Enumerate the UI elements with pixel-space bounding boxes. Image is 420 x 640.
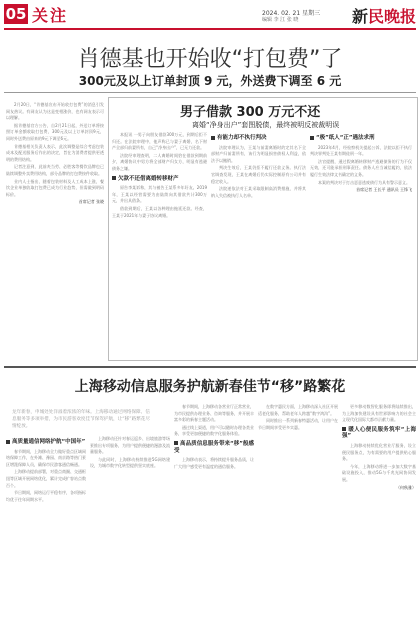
paragraph: 上海移动表示，将持续提升服务品质，让广大用户感受更有温度的通信服务。 xyxy=(174,457,254,469)
second-story-lead xyxy=(12,404,152,436)
heading-text: “极”纸人“正”遇法求刑 xyxy=(316,135,375,141)
section-title: 关注 xyxy=(32,6,69,25)
square-bullet-icon xyxy=(342,427,346,431)
paragraph: 在数字惠民方面，上海移动深入社区开展适老化服务，帮助老年人跨越“数字鸿沟”。 xyxy=(258,404,338,416)
editor-credit: 编辑 李 江 张 晓 xyxy=(262,17,299,23)
paragraph: 业内人士指出，随着包装材料及人工成本上涨，餐饮企业单独收取打包费已成为行业趋势，但需做到明码标价。 xyxy=(6,178,104,197)
heading-text: 高质量通信网络护航“中国年” xyxy=(12,439,86,445)
second-story-column-1 xyxy=(6,436,86,632)
square-bullet-icon xyxy=(174,441,178,445)
paragraph: 上海移动还针对春运返乡、出境旅游等场景推出专项服务，为用户提供便捷的漫游及流量服务。 xyxy=(90,436,170,455)
feature-headline: 男子借款 300 万元不还 xyxy=(180,105,321,120)
paragraph: 春节期间，上海移动各营业厅正常营业，为市民提供办理业务、咨询等服务，并开展丰富多彩的新春主题活动。 xyxy=(174,404,254,423)
second-story-column-5 xyxy=(342,404,416,632)
feature-byline: 首席记者 王长平 通讯员 王锋飞 xyxy=(356,187,412,193)
second-section-heading xyxy=(6,439,86,446)
masthead-rule xyxy=(4,28,416,30)
subhead-rule xyxy=(4,92,416,93)
second-story-column-4 xyxy=(258,404,338,632)
paragraph: 今年，上海移动将进一步加大数字基础设施投入，推动5G与千兆光网协同发展。 xyxy=(342,463,416,482)
paragraph: 春节期间，上海移动全力做好重点区域网络保障工作，在外滩、豫园、南京路等热门景区增派保障人员，确保市民游客通信畅通。 xyxy=(6,448,86,467)
paragraph: 与此同时，上海移动持续推进5G网络建设，为城市数字化转型提供坚实底座。 xyxy=(90,456,170,469)
paragraph: 借款到期后，王某以各种理由拖延还款。经查，王某于2021年与妻子协议离婚。 xyxy=(112,205,207,218)
issue-date-value: 2024. 02. 21 xyxy=(262,10,301,17)
paragraph: 本案的判决对于打击恶意逃废债行为具有警示意义。 xyxy=(318,179,410,185)
feature-column-1 xyxy=(112,132,207,356)
top-story-subhead: 300元及以上订单封顶 9 元，外送费下调至 6 元 xyxy=(78,74,342,88)
second-story-byline: （何秋雅） xyxy=(396,484,416,490)
newspaper-logo xyxy=(352,4,416,27)
paragraph: 节日期间，网络运行平稳有序，各项指标均优于往年同期水平。 xyxy=(6,490,86,502)
second-story-column-2 xyxy=(90,436,170,632)
paragraph: 法院经审理查明，二人离婚时间恰在借款到期前夕，离婚协议中男方将全部财产归女方，明显有逃避债务之嫌。 xyxy=(112,152,207,171)
second-section-heading xyxy=(174,441,254,454)
paragraph: 据肯德基官方公告，自2月21日起，外送订单将按照订单金额收取打包费，300元及以上订单封顶9元，同时外送费由原来的9元下调至6元。 xyxy=(6,122,104,141)
logo-main: 民晚报 xyxy=(368,7,417,26)
section-divider xyxy=(4,366,416,368)
paragraph: 法院遂依法对王某采取限制高消费措施，并将其纳入失信被执行人名单。 xyxy=(211,186,306,198)
paragraph: 上海移动提前部署，对重点商圈、交通枢纽等区域开展网络优化，累计完成扩容站点数百个。 xyxy=(6,469,86,488)
paragraph: 判决生效后，王某仍拒不履行还款义务。执行法官调查发现，王某在离婚后仍实际控制原有公司并有稳定收入。 xyxy=(211,165,306,184)
paragraph: 肯德基相关负责人表示，此次调整是综合考虑包装成本及配送服务后作出的决定，旨在为消费者提供更透明的费用结构。 xyxy=(6,143,104,162)
square-bullet-icon xyxy=(310,136,314,140)
square-bullet-icon xyxy=(112,176,116,180)
paragraph: 2月20日，“肯德基宣布开始收打包费”的消息引发网友热议。有网友认为这是变相涨价，也有网友表示可以理解。 xyxy=(6,102,104,121)
heading-text: 有能力却不执行判决 xyxy=(217,135,267,141)
paragraph: 上海移动持续优化营业厅服务，设立便民服务点，为有需要的用户提供贴心服务。 xyxy=(342,442,416,462)
feature-section-heading xyxy=(211,135,306,142)
paragraph: 通过线上渠道，用户可以随时办理各类业务，享受更加便捷的数字化服务体验。 xyxy=(174,424,254,437)
top-story-body xyxy=(6,102,104,352)
paragraph: 法院审理认为，王某与前妻离婚时约定其名下全部财产归前妻所有，该行为明显损害债权人利益，依法予以撤销。 xyxy=(211,144,306,163)
feature-column-3 xyxy=(310,132,412,356)
top-story-byline: 首席记者 张晓 xyxy=(78,199,104,205)
top-story-headline: 肖德基也开始收“打包费”了 xyxy=(77,47,343,72)
feature-section-heading xyxy=(112,176,207,183)
logo-prefix: 新 xyxy=(352,7,369,26)
paragraph: 2023年4月，经检察机关提起公诉，法院以拒不执行判决罪判处王某有期徒刑一年。 xyxy=(310,144,412,157)
square-bullet-icon xyxy=(211,136,215,140)
feature-subhead: 离婚“净身出户”套图脱债，最终被明反被裁明误 xyxy=(192,121,340,129)
paragraph: 更多移动数智化服务即将陆续推出，为上海加快建设具有世界影响力的社会主义现代化国际大都市贡献力量。 xyxy=(342,404,416,423)
second-story-column-3 xyxy=(174,404,254,632)
heading-text: 欠款不还借离婚转移财产 xyxy=(118,175,179,182)
feature-column-2 xyxy=(211,132,306,356)
paragraph: 记者注意到，此前麦当劳、必胜客等餐饮品牌也已陆续调整外卖费用结构，部分品牌的打包费按件收取。 xyxy=(6,164,104,176)
paragraph: 同时推出一系列新春特惠活动，让用户在节日期间享受更多实惠。 xyxy=(258,418,338,430)
second-section-heading xyxy=(342,427,416,440)
feature-section-heading xyxy=(310,135,412,142)
paragraph: 本报讯 一男子向朋友借款300万元，到期后拒不归还。在法院审理中，他声称已与妻子离婚，名下财产全部归前妻所有，自己“净身出户”，已无力还款。 xyxy=(112,132,207,151)
paragraph: 原告李某诉称，其与被告王某系多年好友。2019年，王某以经营需要为由陆续向其借款共计300万元，并出具借条。 xyxy=(112,185,207,204)
heading-text: 暖人心便民服务筑牢“上海强” xyxy=(342,426,416,440)
second-story-headline: 上海移动信息服务护航新春佳节“移”路繁花 xyxy=(74,379,346,395)
issue-weekday: 星期三 xyxy=(302,10,321,17)
page-number-badge: 05 xyxy=(5,5,27,23)
paragraph: 龙年新春，申城处处洋溢着浓浓的年味。上海移动通过网络保障、信息服务等多项举措，为市民游客欢度佳节保驾护航，让“移”路繁花尽情绽放。 xyxy=(12,409,150,429)
paragraph: 法官提醒，通过假离婚转移财产逃避债务的行为不仅无效，还可能承担刑事责任。债务人应当诚信履约，依法履行生效法律文书确定的义务。 xyxy=(310,158,412,177)
square-bullet-icon xyxy=(6,440,10,444)
heading-text: 高品质信息服务带来“移”般感受 xyxy=(174,440,254,454)
